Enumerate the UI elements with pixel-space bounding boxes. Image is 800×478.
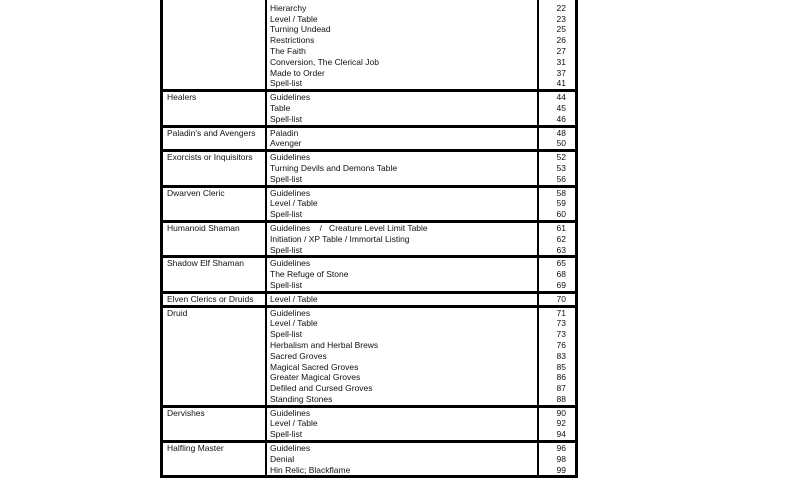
toc-entry-title[interactable]: Level / Table: [270, 293, 318, 304]
toc-entry-title[interactable]: Conversion, The Clerical Job: [270, 56, 379, 67]
toc-entry-page: 62: [556, 233, 566, 244]
toc-entry-page: 50: [556, 138, 566, 149]
toc-entry-title[interactable]: Guidelines: [270, 307, 311, 318]
toc-entry-title[interactable]: Guidelines: [270, 443, 311, 454]
toc-entry-page: 22: [556, 2, 566, 13]
toc-entry-title[interactable]: Spell-list: [270, 209, 303, 220]
toc-entry-title[interactable]: Magical Sacred Groves: [270, 361, 359, 372]
toc-entry-title[interactable]: The Faith: [270, 45, 306, 56]
toc-entry-page: 86: [556, 372, 566, 383]
toc-entry-page: 90: [556, 407, 566, 418]
toc-group: [163, 128, 575, 153]
toc-category: [163, 0, 267, 89]
toc-entry-page: 46: [556, 113, 566, 124]
toc-entry-page: 76: [556, 339, 566, 350]
toc-group: [163, 223, 575, 258]
toc-entry-title[interactable]: Spell-list: [270, 173, 303, 184]
toc-entry-page: 73: [556, 318, 566, 329]
toc-entry-page: 48: [556, 127, 566, 138]
toc-entry-title[interactable]: Spell-list: [270, 113, 303, 124]
table-of-contents: [160, 0, 578, 478]
toc-entry-title[interactable]: Guidelines: [270, 258, 311, 269]
toc-category: Elven Clerics or Druids: [163, 294, 267, 305]
toc-entry-title[interactable]: Initiation / XP Table / Immortal Listing: [270, 233, 410, 244]
toc-category: Druid: [163, 308, 267, 405]
toc-entry-title[interactable]: Restrictions: [270, 35, 315, 46]
toc-entry-page: 25: [556, 24, 566, 35]
toc-entry-page: 63: [556, 244, 566, 255]
toc-category: Humanoid Shaman: [163, 223, 267, 255]
toc-entry-page: 85: [556, 361, 566, 372]
toc-entry-title[interactable]: Guidelines: [270, 92, 311, 103]
toc-entry-page: 92: [556, 418, 566, 429]
toc-entry-page: 87: [556, 383, 566, 394]
toc-entry-page: 73: [556, 329, 566, 340]
toc-entry-page: 61: [556, 222, 566, 233]
toc-category: Dwarven Cleric: [163, 188, 267, 220]
toc-entry-title[interactable]: Avenger: [270, 138, 302, 149]
toc-entry-title[interactable]: Spell-list: [270, 429, 303, 440]
toc-entry-title[interactable]: Herbalism and Herbal Brews: [270, 339, 379, 350]
toc-entry-page: 60: [556, 209, 566, 220]
toc-entry-page: 69: [556, 279, 566, 290]
toc-group: [163, 188, 575, 223]
toc-entry-title[interactable]: Guidelines: [270, 407, 311, 418]
toc-category: Healers: [163, 92, 267, 124]
toc-entry-page: 45: [556, 102, 566, 113]
toc-entry-page: 26: [556, 35, 566, 46]
toc-entry-title[interactable]: Table: [270, 102, 291, 113]
toc-entry-title[interactable]: Sacred Groves: [270, 350, 327, 361]
toc-group: [163, 294, 575, 308]
toc-group: [163, 258, 575, 293]
toc-entry-page: 53: [556, 162, 566, 173]
toc-entry-title[interactable]: Standing Stones: [270, 393, 333, 404]
toc-entry-title[interactable]: Turning Undead: [270, 24, 331, 35]
toc-entry-page: 65: [556, 258, 566, 269]
toc-entry-title[interactable]: Guidelines: [270, 152, 311, 163]
toc-entry-page: 31: [556, 56, 566, 67]
toc-entry-title[interactable]: Defiled and Cursed Groves: [270, 383, 373, 394]
toc-entry-title[interactable]: Level / Table: [270, 418, 318, 429]
toc-entry-page: 96: [556, 443, 566, 454]
toc-entry-page: 52: [556, 152, 566, 163]
toc-entry-title[interactable]: Made to Order: [270, 67, 325, 78]
toc-entry-title[interactable]: Level / Table: [270, 13, 318, 24]
toc-entry-title[interactable]: Guidelines / Creature Level Limit Table: [270, 222, 428, 233]
toc-category: Exorcists or Inquisitors: [163, 152, 267, 184]
toc-entry-title[interactable]: The Refuge of Stone: [270, 269, 349, 280]
toc-entry-title[interactable]: Spell-list: [270, 279, 303, 290]
toc-category: Shadow Elf Shaman: [163, 258, 267, 290]
toc-entry-title[interactable]: Spell-list: [270, 78, 303, 89]
toc-entry-page: 44: [556, 92, 566, 103]
toc-entry-page: 23: [556, 13, 566, 24]
toc-group: [163, 92, 575, 127]
toc-entry-title[interactable]: Greater Magical Groves: [270, 372, 361, 383]
toc-entry-title[interactable]: Level / Table: [270, 198, 318, 209]
toc-entry-page: 94: [556, 429, 566, 440]
toc-entry-title[interactable]: Level / Table: [270, 318, 318, 329]
toc-category: Paladin's and Avengers: [163, 128, 267, 150]
toc-group: [163, 0, 575, 92]
toc-group: [163, 443, 575, 478]
toc-group: [163, 308, 575, 408]
toc-entry-page: 56: [556, 173, 566, 184]
toc-entry-page: 68: [556, 269, 566, 280]
toc-entry-page: 58: [556, 187, 566, 198]
toc-entry-title[interactable]: Denial: [270, 453, 295, 464]
toc-entry-title[interactable]: Turning Devils and Demons Table: [270, 162, 398, 173]
toc-entry-page: 41: [556, 78, 566, 89]
toc-entry-page: 70: [556, 293, 566, 304]
toc-entry-page: 71: [556, 307, 566, 318]
toc-entry-page: 83: [556, 350, 566, 361]
toc-entry-title[interactable]: Guidelines: [270, 187, 311, 198]
toc-entry-page: 59: [556, 198, 566, 209]
toc-group: [163, 152, 575, 187]
toc-entry-page: 37: [556, 67, 566, 78]
toc-group: [163, 408, 575, 443]
toc-entry-page: 88: [556, 393, 566, 404]
toc-category: Dervishes: [163, 408, 267, 440]
toc-entry-page: 99: [556, 464, 566, 475]
toc-category: Halfling Master: [163, 443, 267, 475]
toc-entry-page: 27: [556, 45, 566, 56]
toc-entry-title[interactable]: Hin Relic; Blackflame: [270, 464, 351, 475]
toc-entry-page: 98: [556, 453, 566, 464]
toc-entry-title[interactable]: Paladin: [270, 127, 299, 138]
toc-entry-title[interactable]: Spell-list: [270, 244, 303, 255]
toc-entry-title[interactable]: Spell-list: [270, 329, 303, 340]
toc-entry-title[interactable]: Hierarchy: [270, 2, 307, 13]
